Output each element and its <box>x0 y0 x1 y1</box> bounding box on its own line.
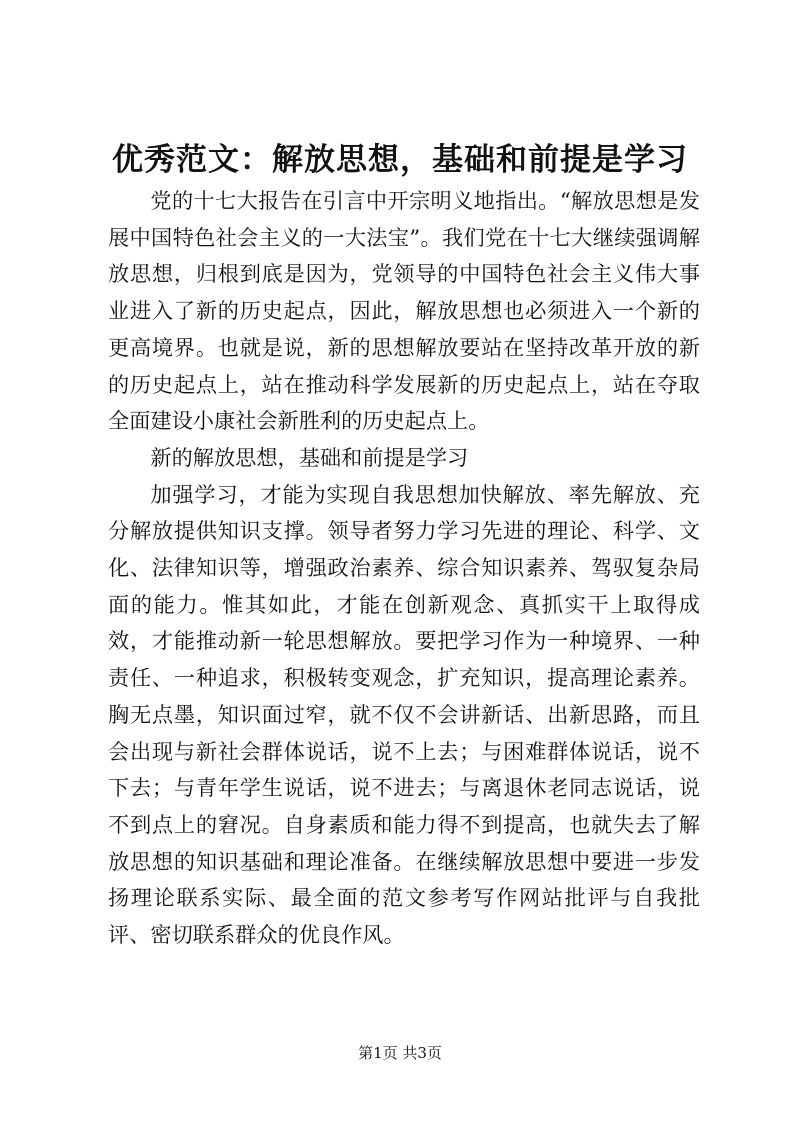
page-number-footer: 第1页 共3页 <box>358 1044 442 1062</box>
document-body <box>108 183 700 954</box>
document-title: 优秀范文：解放思想，基础和前提是学习 <box>112 142 688 178</box>
section-heading: 新的解放思想，基础和前提是学习 <box>150 444 469 470</box>
paragraph-intro: 党的十七大报告在引言中开宗明义地指出。“解放思想是发展中国特色社会主义的一大法宝”。我们党在十七大继续强调解放思想，归根到底是因为，党领导的中国特色社会主义伟大事业进入了新的历史起点，因此，解放思想也必须进入一个新的更高境界。也就是说，新的思想解放要站在坚持改革开放的新的历史起点上，站在推动科学发展新的历史起点上，站在夺取全面建设小康社会新胜利的历史起点上。 <box>108 188 700 434</box>
paragraph-study: 加强学习，才能为实现自我思想加快解放、率先解放、充分解放提供知识支撑。领导者努力学习先进的理论、科学、文化、法律知识等，增强政治素养、综合知识素养、驾驭复杂局面的能力。惟其如此，才能在创新观念、真抓实干上取得成效，才能推动新一轮思想解放。要把学习作为一种境界、一种责任、一种追求，积极转变观念，扩充知识，提高理论素养。胸无点墨，知识面过窄，就不仅不会讲新话、出新思路，而且会出现与新社会群体说话，说不上去；与困难群体说话，说不下去；与青年学生说话，说不进去；与离退休老同志说话，说不到点上的窘况。自身素质和能力得不到提高，也就失去了解放思想的知识基础和理论准备。在继续解放思想中要进一步发扬理论联系实际、最全面的范文参考写作网站批评与自我批评、密切联系群众的优良作风。 <box>108 481 700 948</box>
